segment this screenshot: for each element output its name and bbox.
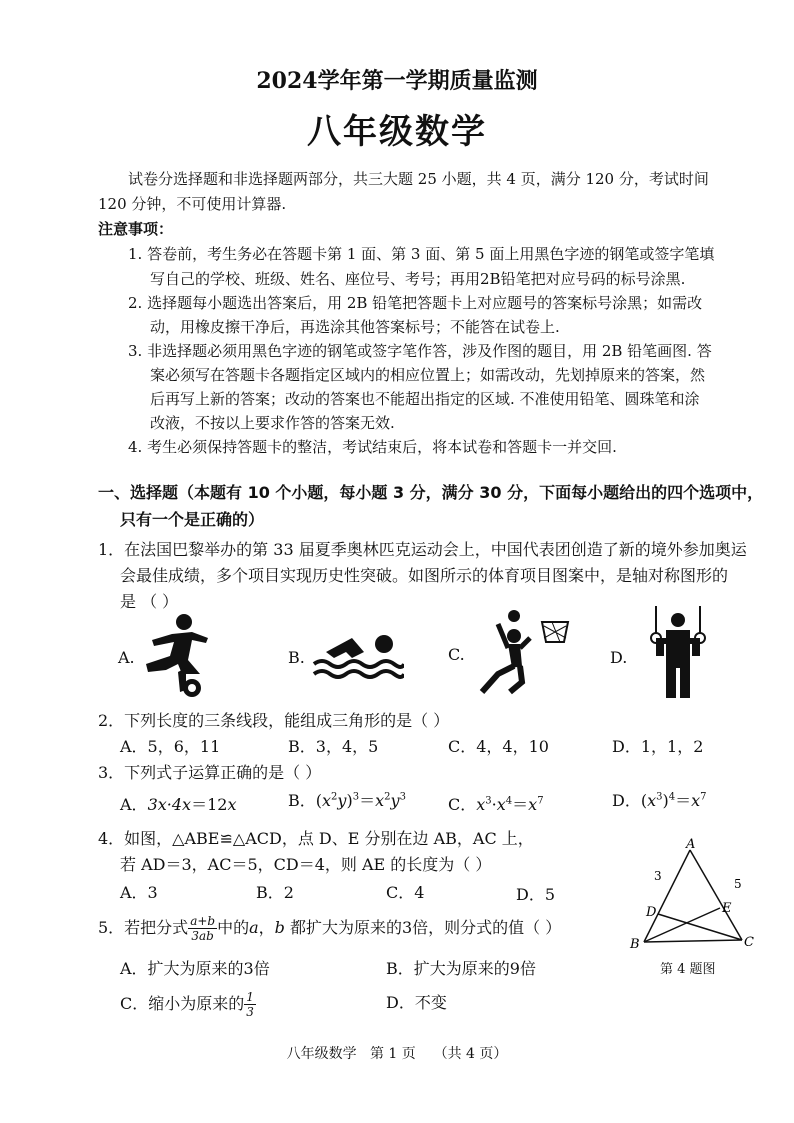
notes-heading: 注意事项：: [98, 220, 174, 238]
fraction: $\frac{a+b}{3ab}$: [190, 914, 216, 943]
q1-stem: 是 （ ）: [120, 592, 179, 611]
q3-option-d: D．$(x^3)^4=x^7$: [612, 791, 707, 810]
q3-option-c: C．$x^3\cdot x^4=x^7$: [448, 795, 544, 814]
note-line: 写自己的学校、班级、姓名、座位号、考号；再用2B铅笔把对应号码的标号涂黑.: [150, 270, 686, 288]
fraction: $\frac{1}{3}$: [246, 990, 254, 1019]
basketball-player-icon: [472, 608, 572, 698]
q1-option-b: B.: [288, 648, 305, 667]
gymnast-rings-icon: [648, 606, 708, 698]
q1-option-a: A.: [118, 648, 135, 667]
q4-option-d: D．5: [516, 885, 556, 904]
note-line: 案必须写在答题卡各题指定区域内的相应位置上；如需改动，先划掉原来的答案，然: [150, 366, 706, 384]
note-line: 3. 非选择题必须用黑色字迹的钢笔或签字笔作答，涉及作图的题目，用 2B 铅笔画图. 答: [128, 342, 712, 360]
point-label: A: [686, 837, 696, 852]
exam-subject: 八年级数学: [307, 112, 487, 152]
q5-option-a: A．扩大为原来的3倍: [120, 959, 270, 978]
q3-option-a: A．3x·4x＝12x: [120, 795, 237, 814]
q1-stem: 1．在法国巴黎举办的第 33 届夏季奥林匹克运动会上，中国代表团创造了新的境外参加奥运: [98, 540, 747, 559]
note-line: 后再写上新的答案；改动的答案也不能超出指定的区域. 不准使用铅笔、圆珠笔和涂: [150, 390, 700, 408]
side-mark: 3: [654, 869, 662, 883]
point-label: C: [744, 935, 754, 950]
note-line: 1. 答卷前，考生务必在答题卡第 1 面、第 3 面、第 5 面上用黑色字迹的钢笔或签字笔填: [128, 245, 715, 263]
q2-option-a: A．5，6，11: [120, 737, 221, 756]
side-mark: 5: [734, 877, 742, 891]
q5-option-b: B．扩大为原来的9倍: [386, 959, 536, 978]
q2-option-d: D．1，1，2: [612, 737, 704, 756]
note-line: 2. 选择题每小题选出答案后，用 2B 铅笔把答题卡上对应题号的答案标号涂黑；如需改: [128, 294, 703, 312]
intro-line-2: 120 分钟，不可使用计算器.: [98, 195, 287, 213]
q4-option-a: A．3: [120, 883, 158, 902]
q5-option-c: C．缩小为原来的 $\frac{1}{3}$: [120, 990, 254, 1019]
soccer-player-icon: [142, 612, 212, 702]
q4-option-c: C．4: [386, 883, 425, 902]
q4-option-b: B．2: [256, 883, 294, 902]
q3-stem: 3．下列式子运算正确的是（ ）: [98, 763, 322, 782]
q2-option-b: B．3，4，5: [288, 737, 379, 756]
figure-caption: 第 4 题图: [660, 962, 716, 977]
q1-stem: 会最佳成绩，多个项目实现历史性突破。如图所示的体育项目图案中，是轴对称图形的: [120, 566, 729, 585]
q5-option-d: D．不变: [386, 993, 447, 1012]
point-label: E: [722, 901, 732, 916]
q4-stem: 若 AD＝3，AC＝5，CD＝4，则 AE 的长度为（ ）: [120, 855, 492, 874]
q1-option-d: D.: [610, 648, 628, 667]
triangle-figure: [620, 836, 760, 956]
intro-line-1: 试卷分选择题和非选择题两部分，共三大题 25 小题，共 4 页，满分 120 分，考试时间: [128, 170, 709, 188]
point-label: D: [646, 905, 657, 920]
section-heading-cont: 只有一个是正确的）: [120, 510, 265, 529]
q3-option-b: B．$(x^2y)^3=x^2y^3$: [288, 791, 406, 810]
swimmer-icon: [312, 628, 404, 680]
q4-stem: 4．如图，△ABE≌△ACD，点 D、E 分别在边 AB，AC 上，: [98, 829, 534, 848]
note-line: 改液，不按以上要求作答的答案无效.: [150, 414, 395, 432]
q2-option-c: C．4，4，10: [448, 737, 549, 756]
page-footer: 八年级数学 第 1 页 （共 4 页）: [286, 1046, 508, 1062]
section-heading: 一、选择题（本题有 10 个小题，每小题 3 分，满分 30 分，下面每小题给出的四个选项中，: [98, 483, 764, 502]
q5-stem: 5．若把分式 $\frac{a+b}{3ab}$ 中的a，b 都扩大为原来的3倍，则分式的值（ ）: [98, 914, 562, 943]
point-label: B: [630, 937, 640, 952]
q2-stem: 2．下列长度的三条线段，能组成三角形的是（ ）: [98, 711, 450, 730]
q1-option-c: C.: [448, 645, 465, 664]
note-line: 动，用橡皮擦干净后，再选涂其他答案标号；不能答在试卷上.: [150, 318, 560, 336]
note-line: 4. 考生必须保持答题卡的整洁，考试结束后，将本试卷和答题卡一并交回.: [128, 438, 617, 456]
exam-title: 2024学年第一学期质量监测: [256, 68, 538, 94]
